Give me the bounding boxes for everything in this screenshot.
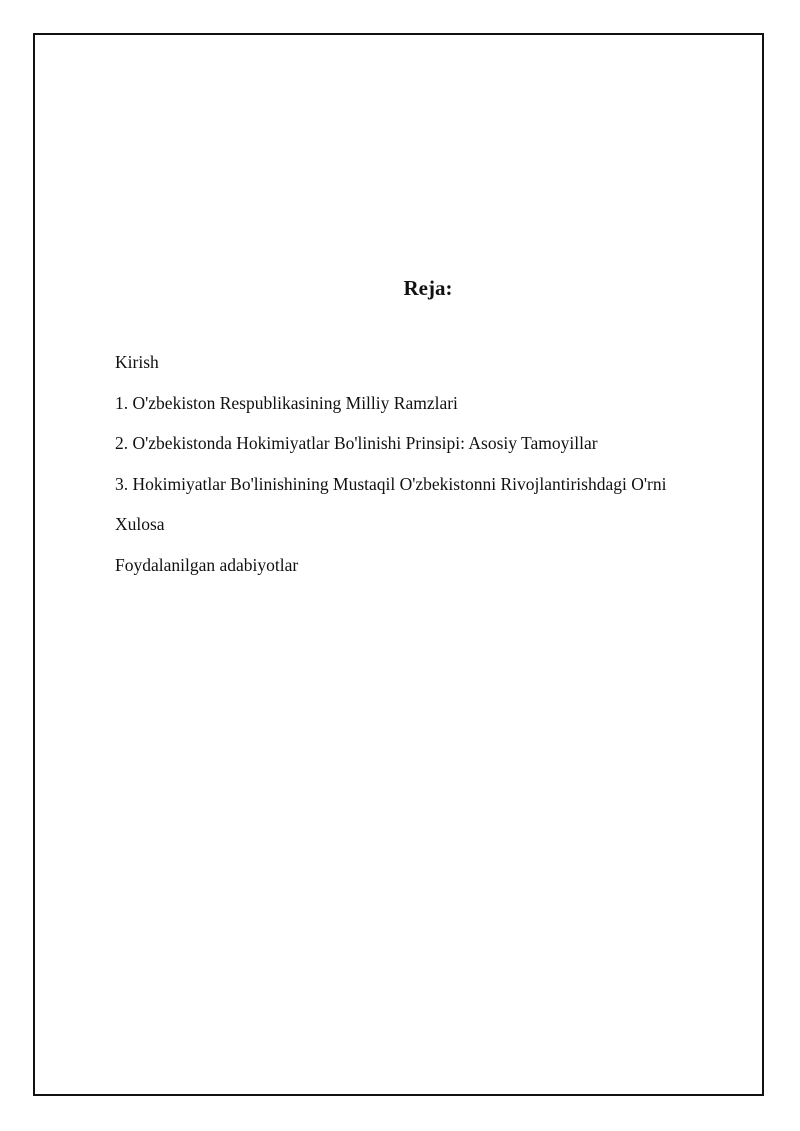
toc-item-3: 3. Hokimiyatlar Bo'linishining Mustaqil O'zbekistonni Rivojlantirishdagi O'rni <box>115 473 667 494</box>
toc-item-1: 1. O'zbekiston Respublikasining Milliy Ramzlari <box>115 392 458 413</box>
toc-item-introduction: Kirish <box>115 352 159 372</box>
toc-item-conclusion: Xulosa <box>115 514 165 534</box>
page-title: Reja: <box>403 276 453 300</box>
toc-item-references: Foydalanilgan adabiyotlar <box>115 554 299 575</box>
table-of-contents <box>115 350 666 593</box>
toc-item-2: 2. O'zbekistonda Hokimiyatlar Bo'linishi Prinsipi: Asosiy Tamoyillar <box>115 433 598 453</box>
